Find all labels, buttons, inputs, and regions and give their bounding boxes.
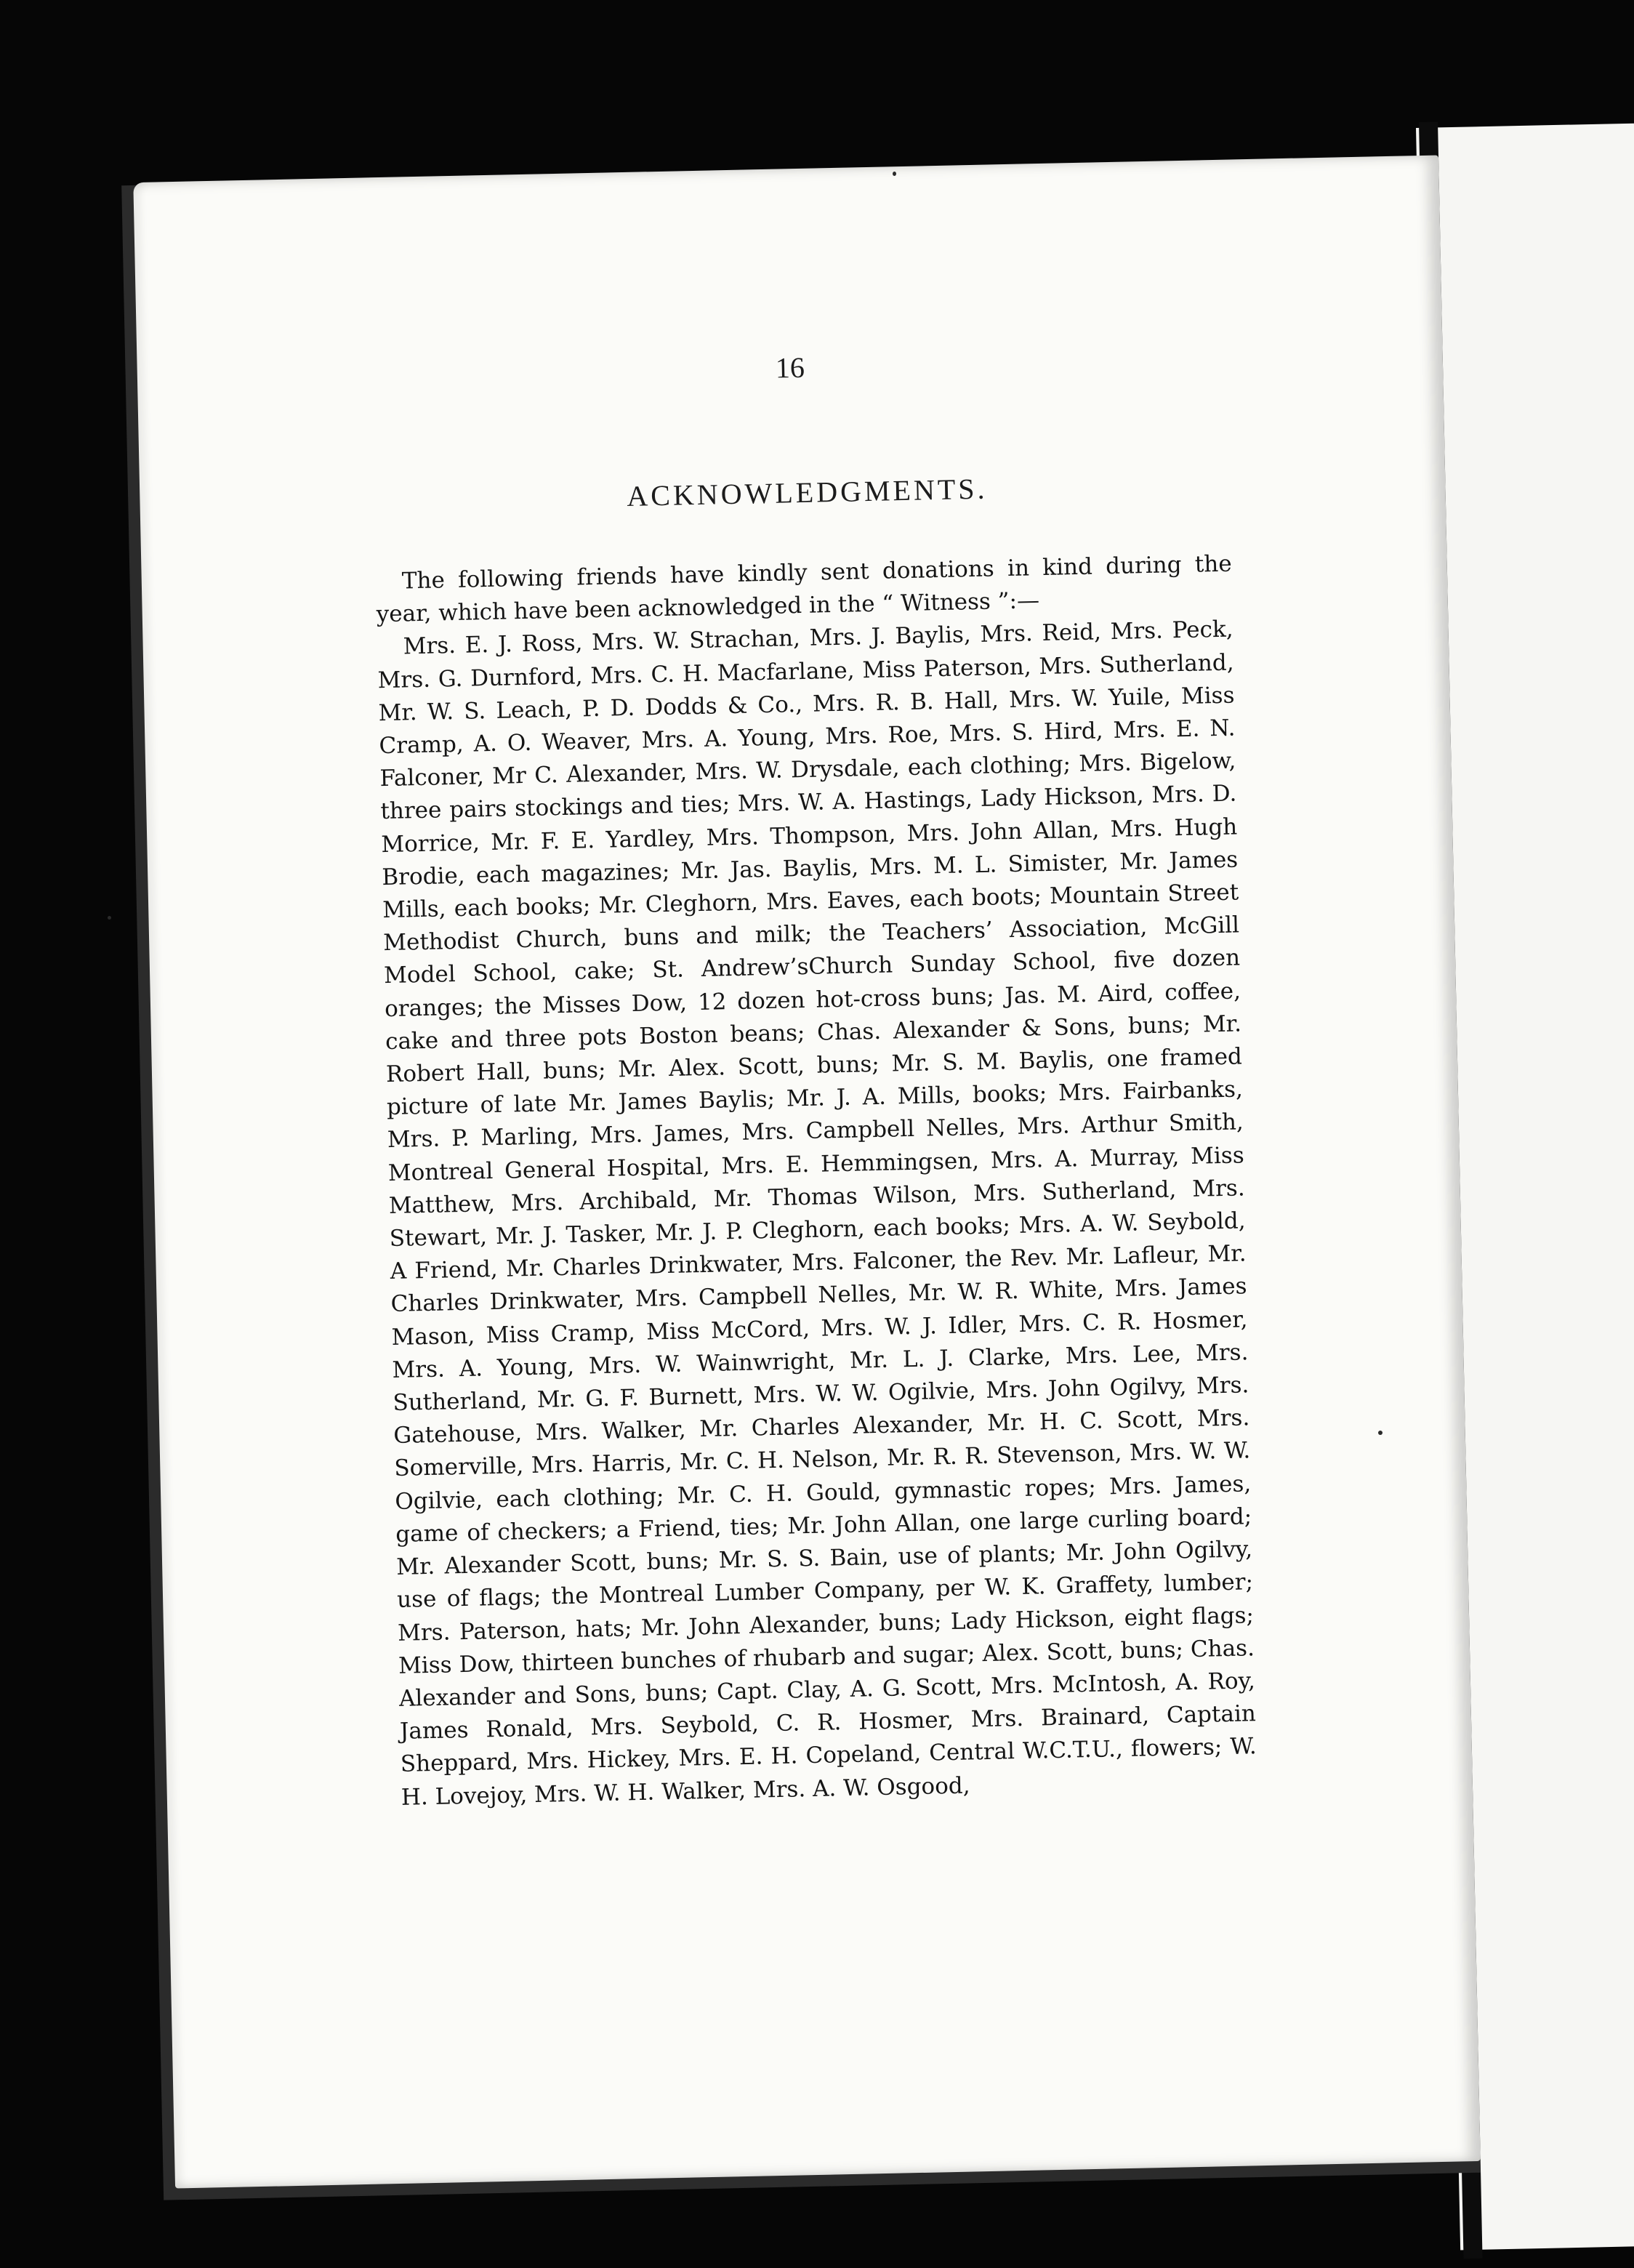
dust-speck (1378, 1431, 1383, 1435)
dust-speck (108, 916, 111, 920)
book-page (133, 155, 1480, 2188)
page-number: 16 (775, 350, 805, 385)
dust-speck (893, 172, 896, 176)
donor-list-paragraph: Mrs. E. J. Ross, Mrs. W. Strachan, Mrs. J. Baylis, Mrs. Reid, Mrs. Peck, Mrs. G. Durnford, Mrs. C. H. Macfarlane, Miss Paterson, Mrs. Sutherland, Mr. W. S. Leach, P. D. Dodds & Co., Mrs. R. B. Hall, Mrs. W. Yuile, Miss Cramp, A. O. Weaver, Mrs. A. Young, Mrs. Roe, Mrs. S. Hird, Mrs. E. N. Falconer, Mr C. Alexander, Mrs. W. Drysdale, each clothing; Mrs. Bigelow, three pairs stockings and ties; Mrs. W. A. Hastings, Lady Hickson, Mrs. D. Morrice, Mr. F. E. Yardley, Mrs. Thompson, Mrs. John Allan, Mrs. Hugh Brodie, each magazines; Mr. Jas. Baylis, Mrs. M. L. Simister, Mr. James Mills, each books; Mr. Cleghorn, Mrs. Eaves, each boots; Mountain Street Methodist Church, buns and milk; the Teachers’ Association, McGill Model School, cake; St. Andrew’sChurch Sunday School, five dozen oranges; the Misses Dow, 12 dozen hot-cross buns; Jas. M. Aird, coffee, cake and three pots Boston beans; Chas. Alexander & Sons, buns; Mr. Robert Hall, buns; Mr. Alex. Scott, buns; Mr. S. M. Baylis, one framed picture of late Mr. James Baylis; Mr. J. A. Mills, books; Mrs. Fairbanks, Mrs. P. Marling, Mrs. James, Mrs. Campbell Nelles, Mrs. Arthur Smith, Montreal General Hospital, Mrs. E. Hemmingsen, Mrs. A. Murray, Miss Matthew, Mrs. Archibald, Mr. Thomas Wilson, Mrs. Sutherland, Mrs. Stewart, Mr. J. Tasker, Mr. J. P. Cleghorn, each books; Mrs. A. W. Seybold, A Friend, Mr. Charles Drinkwater, Mrs. Falconer, the Rev. Mr. Lafleur, Mr. Charles Drinkwater, Mrs. Campbell Nelles, Mr. W. R. White, Mrs. James Mason, Miss Cramp, Miss McCord, Mrs. W. J. Idler, Mrs. C. R. Hosmer, Mrs. A. Young, Mrs. W. Wainwright, Mr. L. J. Clarke, Mrs. Lee, Mrs. Sutherland, Mr. G. F. Burnett, Mrs. W. W. Ogilvie, Mrs. John Ogilvy, Mrs. Gatehouse, Mrs. Walker, Mr. Charles Alexander, Mr. H. C. Scott, Mrs. Somerville, Mrs. Harris, Mr. C. H. Nelson, Mr. R. R. Stevenson, Mrs. W. W. Ogilvie, each clothing; Mr. C. H. Gould, gymnastic ropes; Mrs. James, game of checkers; a Friend, ties; Mr. John Allan, one large curling board; Mr. Alexander Scott, buns; Mr. S. S. Bain, use of plants; Mr. John Ogilvy, use of flags; the Montreal Lumber Company, per W. K. Graffety, lumber; Mrs. Paterson, hats; Mr. John Alexander, buns; Lady Hickson, eight flags; Miss Dow, thirteen bunches of rhubarb and sugar; Alex. Scott, buns; Chas. Alexander and Sons, buns; Capt. Clay, A. G. Scott, Mrs. McIntosh, A. Roy, James Ronald, Mrs. Seybold, C. R. Hosmer, Mrs. Brainard, Captain Sheppard, Mrs. Hickey, Mrs. E. H. Copeland, Central W.C.T.U., flowers; W. H. Lovejoy, Mrs. W. H. Walker, Mrs. A. W. Osgood, (377, 616, 1257, 1811)
page-heading: ACKNOWLEDGMENTS. (626, 472, 988, 512)
acknowledgments-text (375, 548, 1257, 1814)
intro-paragraph: The following friends have kindly sent donations in kind during the year, which have been acknowledged in the “ Witness ”:— (376, 550, 1232, 628)
